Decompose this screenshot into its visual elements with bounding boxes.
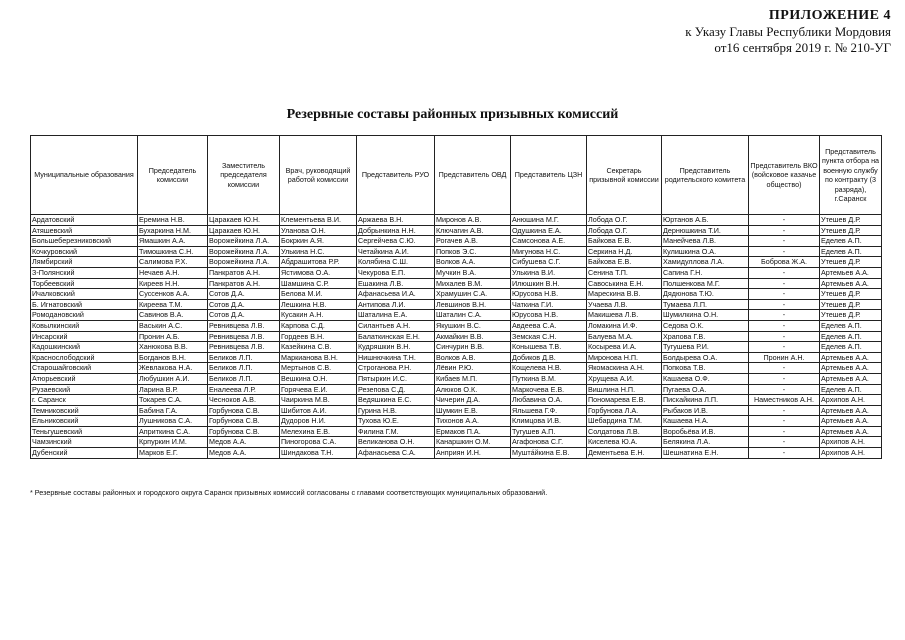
table-cell: Салимова Р.Х. — [138, 257, 208, 268]
municipality-cell: Атяшевский — [31, 225, 138, 236]
table-cell: Савинов В.А. — [138, 310, 208, 321]
table-cell: Савоськина Е.Н. — [587, 278, 662, 289]
table-cell: Чичерин Д.А. — [435, 395, 511, 406]
table-cell: Ревнивцева Л.В. — [208, 331, 280, 342]
table-cell: Чекурова Е.П. — [357, 267, 435, 278]
municipality-cell: Чамзинский — [31, 437, 138, 448]
table-cell: Медов А.А. — [208, 437, 280, 448]
header-secretary: Секретарь призывной комиссии — [587, 136, 662, 215]
header-chairman: Председатель комиссии — [138, 136, 208, 215]
table-cell: Артемьев А.А. — [820, 405, 882, 416]
table-cell: Болдырева О.А. — [662, 352, 749, 363]
table-cell: Архипов А.Н. — [820, 437, 882, 448]
table-row — [31, 384, 882, 395]
table-cell: Манейчева Л.В. — [662, 236, 749, 247]
table-cell: Еделев А.П. — [820, 342, 882, 353]
table-cell: - — [749, 267, 820, 278]
table-cell: Бухаркина Н.М. — [138, 225, 208, 236]
table-cell: Утешев Д.Р. — [820, 289, 882, 300]
table-cell: Артемьев А.А. — [820, 352, 882, 363]
table-cell: Сотов Д.А. — [208, 289, 280, 300]
table-cell: Анприян И.Н. — [435, 448, 511, 459]
table-cell: - — [749, 225, 820, 236]
table-body — [31, 215, 882, 459]
table-cell: Путкина В.М. — [511, 373, 587, 384]
table-cell: - — [749, 405, 820, 416]
table-cell: Сотов Д.А. — [208, 299, 280, 310]
table-cell: Воробьёва И.В. — [662, 426, 749, 437]
table-cell: Марескина В.В. — [587, 289, 662, 300]
table-row — [31, 395, 882, 406]
municipality-cell: Темниковский — [31, 405, 138, 416]
table-cell: Пискайкина Л.П. — [662, 395, 749, 406]
table-cell: Кибаев М.П. — [435, 373, 511, 384]
table-cell: Четайкина А.И. — [357, 246, 435, 257]
table-cell: Нечаев А.Н. — [138, 267, 208, 278]
table-cell: Синчурин В.В. — [435, 342, 511, 353]
table-cell: Мучкин В.А. — [435, 267, 511, 278]
table-row — [31, 215, 882, 226]
municipality-cell: Старошайговский — [31, 363, 138, 374]
table-cell: Априткина С.А. — [138, 426, 208, 437]
table-cell: Утешев Д.Р. — [820, 257, 882, 268]
table-cell: Утешев Д.Р. — [820, 215, 882, 226]
municipality-cell: З-Полянский — [31, 267, 138, 278]
table-cell: Ямашкин А.А. — [138, 236, 208, 247]
header-doctor: Врач, руководящий работой комиссии — [280, 136, 357, 215]
table-cell: - — [749, 215, 820, 226]
footnote: * Резервные составы районных и городского округа Саранск призывных комиссий согласованы с главами соответствующих муниципальных образований. — [30, 488, 548, 497]
table-cell: Колябина С.Ш. — [357, 257, 435, 268]
header-municipality: Муниципальные образования — [31, 136, 138, 215]
table-cell: Силантьев А.Н. — [357, 320, 435, 331]
table-row — [31, 373, 882, 384]
table-cell: Артемьев А.А. — [820, 278, 882, 289]
table-cell: Токарев С.А. — [138, 395, 208, 406]
table-cell: Беликов Л.П. — [208, 363, 280, 374]
municipality-cell: Краснослободский — [31, 352, 138, 363]
table-row — [31, 267, 882, 278]
municipality-cell: Кадошкинский — [31, 342, 138, 353]
table-cell: - — [749, 416, 820, 427]
table-cell: Мушта́йкина Е.В. — [511, 448, 587, 459]
table-cell: Балаткинская Е.Н. — [357, 331, 435, 342]
table-cell: Наместников А.Н. — [749, 395, 820, 406]
header-deputy: Заместитель председателя комиссии — [208, 136, 280, 215]
table-cell: - — [749, 363, 820, 374]
table-cell: Артемьев А.А. — [820, 267, 882, 278]
table-cell: Богданов В.Н. — [138, 352, 208, 363]
table-cell: Царакаев Ю.Н. — [208, 225, 280, 236]
table-cell: Беликов Л.П. — [208, 352, 280, 363]
table-cell: Улькина В.И. — [511, 267, 587, 278]
table-cell: Макишева Л.В. — [587, 310, 662, 321]
table-cell: Юртанов А.Б. — [662, 215, 749, 226]
table-cell: Киселева Ю.А. — [587, 437, 662, 448]
table-cell: - — [749, 246, 820, 257]
table-cell: Агафонова С.Г. — [511, 437, 587, 448]
municipality-cell: Рузаевский — [31, 384, 138, 395]
table-cell: Чаткина Г.И. — [511, 299, 587, 310]
table-cell: - — [749, 299, 820, 310]
table-cell: Артемьев А.А. — [820, 416, 882, 427]
table-cell: Афанасьева И.А. — [357, 289, 435, 300]
table-cell: Еделев А.П. — [820, 246, 882, 257]
table-cell: Тимошкина С.Н. — [138, 246, 208, 257]
table-cell: - — [749, 342, 820, 353]
table-cell: Крпуркин И.М. — [138, 437, 208, 448]
table-cell: Пиногорова С.А. — [280, 437, 357, 448]
table-cell: Архипов А.Н. — [820, 395, 882, 406]
table-cell: Ключагин А.В. — [435, 225, 511, 236]
table-cell: Илюшкин В.Н. — [511, 278, 587, 289]
table-cell: Еремина Н.В. — [138, 215, 208, 226]
table-header-row — [31, 136, 882, 215]
table-cell: Попкова Т.В. — [662, 363, 749, 374]
table-cell: Шебардина Т.М. — [587, 416, 662, 427]
municipality-cell: Лямбирский — [31, 257, 138, 268]
municipality-cell: Ромодановский — [31, 310, 138, 321]
table-cell: Кудряшкин В.Н. — [357, 342, 435, 353]
table-row — [31, 448, 882, 459]
table-cell: Панкратов А.Н. — [208, 267, 280, 278]
municipality-cell: Теньгушевский — [31, 426, 138, 437]
table-cell: Сибушева С.Г. — [511, 257, 587, 268]
table-row — [31, 299, 882, 310]
table-cell: Земская С.Н. — [511, 331, 587, 342]
table-cell: Миронов А.В. — [435, 215, 511, 226]
table-cell: Абдрашитова Р.Р. — [280, 257, 357, 268]
table-cell: Полшенкова М.Г. — [662, 278, 749, 289]
table-cell: Добиков Д.В. — [511, 352, 587, 363]
table-cell: Беликов Л.П. — [208, 373, 280, 384]
table-cell: Еналеева Л.Р. — [208, 384, 280, 395]
municipality-cell: Атюрьевский — [31, 373, 138, 384]
table-cell: - — [749, 331, 820, 342]
table-cell: Великанова О.Н. — [357, 437, 435, 448]
table-cell: Учаева Л.В. — [587, 299, 662, 310]
table-row — [31, 225, 882, 236]
table-cell: Любавина О.А. — [511, 395, 587, 406]
table-row — [31, 257, 882, 268]
table-cell: Пугаева О.А. — [662, 384, 749, 395]
table-cell: Якушкин В.С. — [435, 320, 511, 331]
table-cell: Тухова Ю.Е. — [357, 416, 435, 427]
table-cell: - — [749, 373, 820, 384]
table-cell: Архипов А.Н. — [820, 448, 882, 459]
municipality-cell: Торбеевский — [31, 278, 138, 289]
table-cell: - — [749, 448, 820, 459]
table-cell: Горбунова С.В. — [208, 405, 280, 416]
table-cell: Артемьев А.А. — [820, 373, 882, 384]
table-cell: Афанасьева С.А. — [357, 448, 435, 459]
municipality-cell: Ковылкинский — [31, 320, 138, 331]
header-parent-committee: Представитель родительского комитета — [662, 136, 749, 215]
table-cell: Нишнючкина Т.Н. — [357, 352, 435, 363]
table-cell: Сотов Д.А. — [208, 310, 280, 321]
table-cell: Гордеев В.Н. — [280, 331, 357, 342]
table-cell: Горячева Е.И. — [280, 384, 357, 395]
header-ovd: Представитель ОВД — [435, 136, 511, 215]
municipality-cell: Б. Игнатовский — [31, 299, 138, 310]
table-cell: Байкова Е.В. — [587, 236, 662, 247]
table-cell: Утешев Д.Р. — [820, 225, 882, 236]
table-cell: Лобода О.Г. — [587, 225, 662, 236]
table-cell: Белякина Л.А. — [662, 437, 749, 448]
municipality-cell: Дубенский — [31, 448, 138, 459]
table-cell: Артемьев А.А. — [820, 426, 882, 437]
table-cell: Ведяшкина Е.С. — [357, 395, 435, 406]
table-cell: Рогачев А.В. — [435, 236, 511, 247]
table-cell: Конышева Т.В. — [511, 342, 587, 353]
table-row — [31, 278, 882, 289]
table-row — [31, 331, 882, 342]
table-cell: Еделев А.П. — [820, 384, 882, 395]
table-cell: Ханюкова В.В. — [138, 342, 208, 353]
table-cell: Шиндакова Т.Н. — [280, 448, 357, 459]
table-cell: Юрусова Н.В. — [511, 289, 587, 300]
table-cell: Еделев А.П. — [820, 236, 882, 247]
table-row — [31, 246, 882, 257]
municipality-cell: г. Саранск — [31, 395, 138, 406]
table-cell: Храпова Г.В. — [662, 331, 749, 342]
table-cell: Кашаева О.Ф. — [662, 373, 749, 384]
table-cell: Киреев Н.Н. — [138, 278, 208, 289]
table-cell: - — [749, 289, 820, 300]
table-cell: - — [749, 437, 820, 448]
table-cell: Тумаева Л.П. — [662, 299, 749, 310]
table-cell: Шамшина С.Р. — [280, 278, 357, 289]
table-cell: Лешкина Н.В. — [280, 299, 357, 310]
table-cell: Мелехина Е.В. — [280, 426, 357, 437]
table-row — [31, 437, 882, 448]
table-cell: Лушникова С.А. — [138, 416, 208, 427]
table-cell: Пятыркин И.С. — [357, 373, 435, 384]
table-cell: Кашаева Н.А. — [662, 416, 749, 427]
table-cell: Лобода О.Г. — [587, 215, 662, 226]
header-contract-point: Представитель пункта отбора на военную службу по контракту (3 разряда), г.Саранск — [820, 136, 882, 215]
table-cell: Кусакин А.Н. — [280, 310, 357, 321]
municipality-cell: Ичалковский — [31, 289, 138, 300]
table-cell: Мигунова Н.С. — [511, 246, 587, 257]
table-cell: Антипова Л.И. — [357, 299, 435, 310]
table-cell: Карпова С.Д. — [280, 320, 357, 331]
table-cell: Левшинов В.Н. — [435, 299, 511, 310]
table-cell: Алюков О.К. — [435, 384, 511, 395]
table-cell: Маркочева Е.В. — [511, 384, 587, 395]
table-cell: Канаршкин О.М. — [435, 437, 511, 448]
table-cell: Ревнивцева Л.В. — [208, 320, 280, 331]
table-cell: Пронин А.Н. — [749, 352, 820, 363]
table-cell: Сенина Т.П. — [587, 267, 662, 278]
table-cell: Акмайкин В.В. — [435, 331, 511, 342]
table-cell: Суссенков А.А. — [138, 289, 208, 300]
table-cell: Авдеева С.А. — [511, 320, 587, 331]
table-cell: Кулишкина О.А. — [662, 246, 749, 257]
table-cell: Волков А.А. — [435, 257, 511, 268]
table-cell: - — [749, 278, 820, 289]
table-cell: Серкина Н.Д. — [587, 246, 662, 257]
table-cell: Добрынкина Н.Н. — [357, 225, 435, 236]
table-cell: Хрущева А.И. — [587, 373, 662, 384]
table-cell: - — [749, 384, 820, 395]
table-cell: Балуева М.А. — [587, 331, 662, 342]
table-cell: Самсонова А.Е. — [511, 236, 587, 247]
table-cell: Солдатова Л.В. — [587, 426, 662, 437]
table-cell: Боброва Ж.А. — [749, 257, 820, 268]
table-cell: Вишлина Н.П. — [587, 384, 662, 395]
table-cell: Ястимова О.А. — [280, 267, 357, 278]
table-cell: Попков Э.С. — [435, 246, 511, 257]
table-cell: Кощелева Н.В. — [511, 363, 587, 374]
table-cell: Бабина Г.А. — [138, 405, 208, 416]
table-cell: Байкова Е.В. — [587, 257, 662, 268]
table-row — [31, 405, 882, 416]
table-cell: Ломакина И.Ф. — [587, 320, 662, 331]
municipality-cell: Инсарский — [31, 331, 138, 342]
municipality-cell: Кочкуровский — [31, 246, 138, 257]
table-cell: Гурина Н.В. — [357, 405, 435, 416]
appendix-date: от16 сентября 2019 г. № 210-УГ — [714, 40, 891, 55]
table-cell: Вешкина О.Н. — [280, 373, 357, 384]
table-cell: Миронова Н.П. — [587, 352, 662, 363]
table-cell: Царакаев Ю.Н. — [208, 215, 280, 226]
table-cell: Любушкин А.И. — [138, 373, 208, 384]
table-cell: Утешев Д.Р. — [820, 299, 882, 310]
table-row — [31, 236, 882, 247]
table-cell: Анюшина М.Г. — [511, 215, 587, 226]
table-cell: Пронин А.Б. — [138, 331, 208, 342]
table-cell: Марков Е.Г. — [138, 448, 208, 459]
table-cell: Ревнивцева Л.В. — [208, 342, 280, 353]
municipality-cell: Ельниковский — [31, 416, 138, 427]
table-cell: Шибитов А.И. — [280, 405, 357, 416]
header-ruo: Представитель РУО — [357, 136, 435, 215]
table-cell: Шаталин С.А. — [435, 310, 511, 321]
table-cell: Аржаева В.Н. — [357, 215, 435, 226]
document-heading: Резервные составы районных призывных комиссий — [286, 107, 619, 122]
table-cell: Жевлакова Н.А. — [138, 363, 208, 374]
table-cell: Ешакина Л.В. — [357, 278, 435, 289]
table-cell: Сергейчева С.Ю. — [357, 236, 435, 247]
table-cell: Филина Г.М. — [357, 426, 435, 437]
table-cell: Еделев А.П. — [820, 331, 882, 342]
table-cell: Ларина В.Р. — [138, 384, 208, 395]
table-cell: Белова М.И. — [280, 289, 357, 300]
table-cell: Дудоров Н.И. — [280, 416, 357, 427]
municipality-cell: Большеберезниковский — [31, 236, 138, 247]
table-cell: Дементьева Е.Н. — [587, 448, 662, 459]
table-cell: - — [749, 426, 820, 437]
table-cell: Лёвин Р.Ю. — [435, 363, 511, 374]
table-row — [31, 342, 882, 353]
table-cell: Хамидуллова Л.А. — [662, 257, 749, 268]
table-cell: Яльшева Г.Ф. — [511, 405, 587, 416]
appendix-decree: к Указу Главы Республики Мордовия — [685, 24, 891, 39]
table-cell: - — [749, 236, 820, 247]
table-row — [31, 416, 882, 427]
table-cell: Клементьева В.И. — [280, 215, 357, 226]
table-cell: Чесноков А.В. — [208, 395, 280, 406]
table-cell: - — [749, 310, 820, 321]
table-cell: Резепова С.Д. — [357, 384, 435, 395]
table-cell: Казейкина С.В. — [280, 342, 357, 353]
table-cell: Утешев Д.Р. — [820, 310, 882, 321]
commission-table — [30, 135, 882, 459]
table-cell: Пономарева Е.В. — [587, 395, 662, 406]
table-cell: Храмушин С.А. — [435, 289, 511, 300]
table-cell: Тугушева Р.И. — [662, 342, 749, 353]
table-cell: Шумкин Е.В. — [435, 405, 511, 416]
table-cell: Уланова О.Н. — [280, 225, 357, 236]
table-row — [31, 363, 882, 374]
table-cell: - — [749, 320, 820, 331]
table-cell: Дернюшкина Т.И. — [662, 225, 749, 236]
table-cell: Рыбаков И.В. — [662, 405, 749, 416]
header-vko: Представитель ВКО (войсковое казачье общество) — [749, 136, 820, 215]
table-cell: Ворожейкина Л.А. — [208, 246, 280, 257]
table-cell: Горбунова Л.А. — [587, 405, 662, 416]
table-cell: Волков А.В. — [435, 352, 511, 363]
table-cell: Чаиркина М.В. — [280, 395, 357, 406]
table-cell: Дядюнова Т.Ю. — [662, 289, 749, 300]
table-cell: Косырева И.А. — [587, 342, 662, 353]
table-cell: Маркианова В.Н. — [280, 352, 357, 363]
table-cell: Шумилкина О.Н. — [662, 310, 749, 321]
appendix-title: ПРИЛОЖЕНИЕ 4 — [768, 8, 891, 23]
table-cell: Медов А.А. — [208, 448, 280, 459]
table-cell: Горбунова С.В. — [208, 426, 280, 437]
table-cell: Ермаков П.А. — [435, 426, 511, 437]
table-cell: Одушкина Е.А. — [511, 225, 587, 236]
table-cell: Артемьев А.А. — [820, 363, 882, 374]
table-cell: Тугушев А.П. — [511, 426, 587, 437]
table-cell: Климцова И.В. — [511, 416, 587, 427]
table-cell: Киреева Т.М. — [138, 299, 208, 310]
table-cell: Бокркин А.Я. — [280, 236, 357, 247]
table-cell: Еделев А.П. — [820, 320, 882, 331]
table-cell: Шешнатина Е.Н. — [662, 448, 749, 459]
table-cell: Шаталина Е.А. — [357, 310, 435, 321]
table-cell: Мертынов С.В. — [280, 363, 357, 374]
table-cell: Улькина Н.С. — [280, 246, 357, 257]
table-cell: Тихонов А.А. — [435, 416, 511, 427]
table-cell: Горбунова С.В. — [208, 416, 280, 427]
table-cell: Ворожейкина Л.А. — [208, 236, 280, 247]
table-row — [31, 310, 882, 321]
table-cell: Ворожейкина Л.А. — [208, 257, 280, 268]
table-cell: Панкратов А.Н. — [208, 278, 280, 289]
table-cell: Сапина Г.Н. — [662, 267, 749, 278]
table-row — [31, 320, 882, 331]
table-row — [31, 426, 882, 437]
table-cell: Якомаскина А.Н. — [587, 363, 662, 374]
table-cell: Михалев В.М. — [435, 278, 511, 289]
header-czn: Представитель ЦЗН — [511, 136, 587, 215]
appendix-block — [571, 8, 891, 56]
table-cell: Строганова Р.Н. — [357, 363, 435, 374]
table-cell: Васькин А.С. — [138, 320, 208, 331]
table-cell: Седова О.К. — [662, 320, 749, 331]
table-cell: Юрусова Н.В. — [511, 310, 587, 321]
table-row — [31, 352, 882, 363]
table-row — [31, 289, 882, 300]
municipality-cell: Ардатовский — [31, 215, 138, 226]
